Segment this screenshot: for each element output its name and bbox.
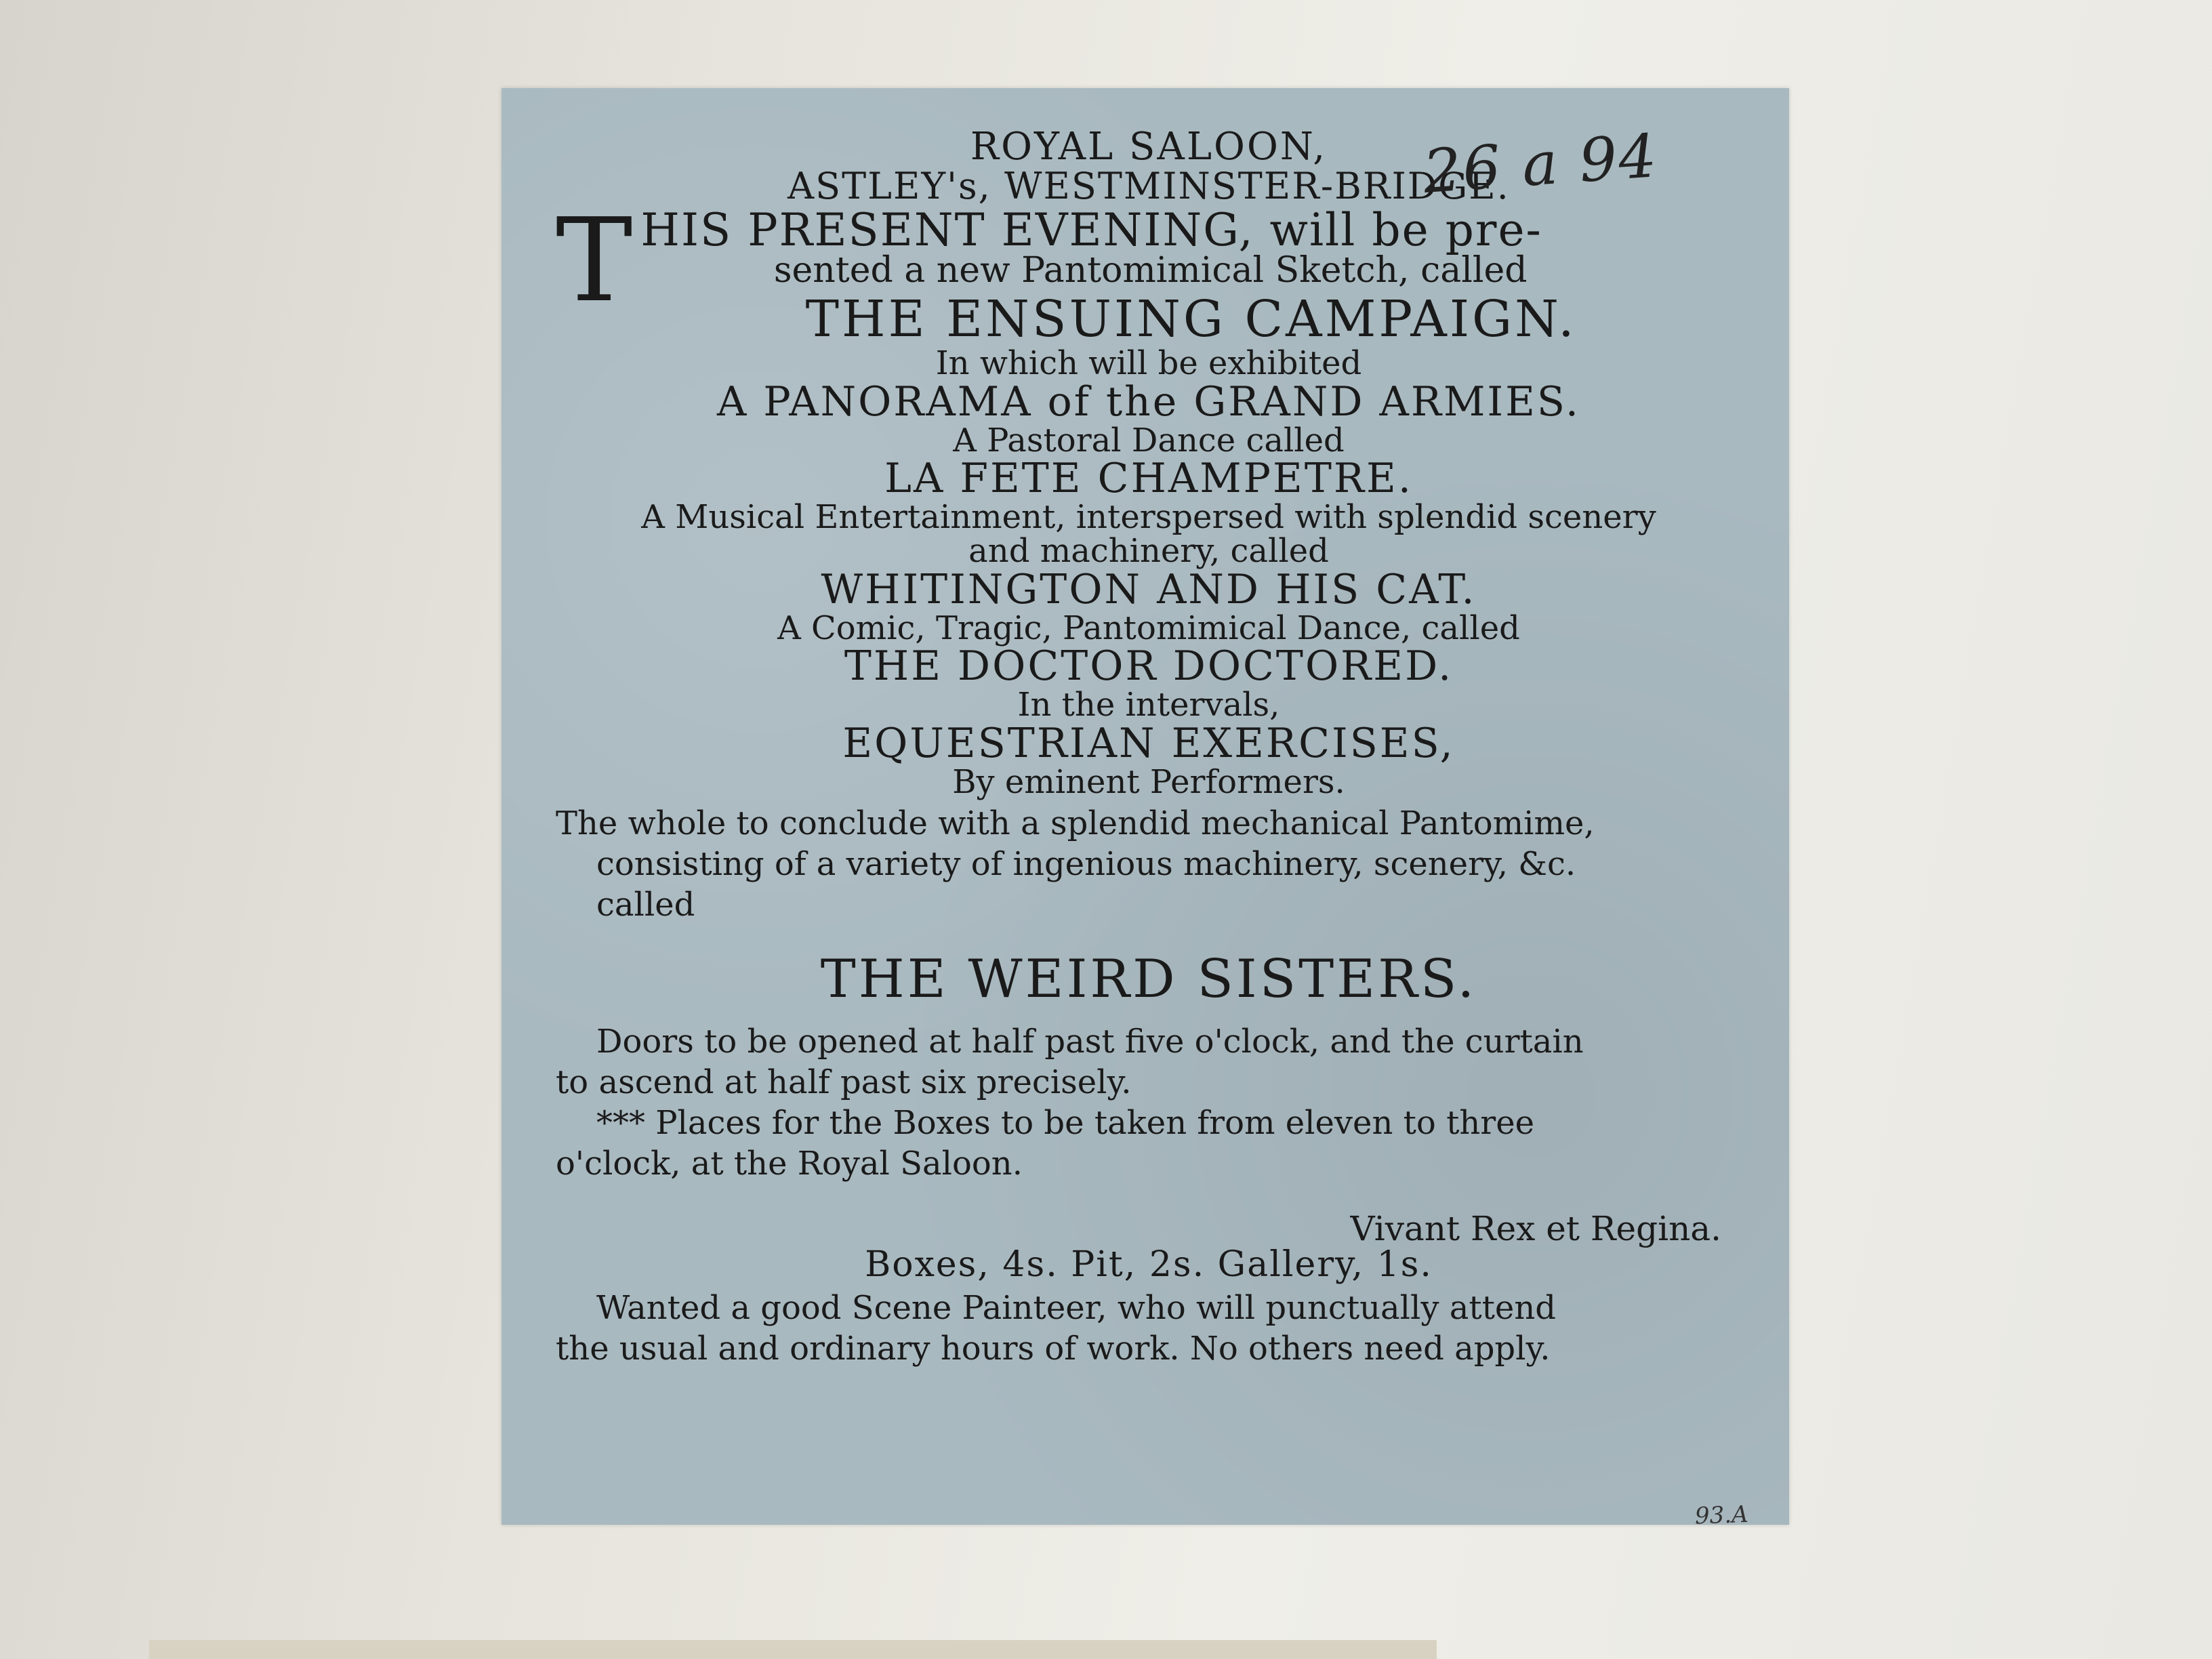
title-weird-sisters: THE WEIRD SISTERS. xyxy=(820,948,1477,1010)
venue-location: ASTLEY's, WESTMINSTER-BRIDGE. xyxy=(787,164,1510,207)
conclude-line-3: called xyxy=(596,885,695,924)
title-fete-champetre: LA FETE CHAMPETRE. xyxy=(884,454,1413,502)
wanted-line-1: Wanted a good Scene Painteer, who will punctually attend xyxy=(596,1288,1556,1327)
vivant-line: Vivant Rex et Regina. xyxy=(1350,1208,1721,1248)
line-musical-2: and machinery, called xyxy=(968,532,1329,571)
doors-line-2: to ascend at half past six precisely. xyxy=(556,1063,1132,1101)
line-performers: By eminent Performers. xyxy=(952,762,1345,801)
drop-cap: T xyxy=(556,194,634,329)
next-page-edge xyxy=(149,1640,1437,1659)
line-comic: A Comic, Tragic, Pantomimical Dance, called xyxy=(777,609,1520,647)
title-doctor-doctored: THE DOCTOR DOCTORED. xyxy=(844,642,1454,691)
prices-line: Boxes, 4s. Pit, 2s. Gallery, 1s. xyxy=(865,1244,1433,1286)
doors-line-1: Doors to be opened at half past five o'clock, and the curtain xyxy=(596,1022,1584,1061)
playbill-clipping xyxy=(501,88,1789,1530)
venue-name: ROYAL SALOON, xyxy=(970,125,1328,169)
line-pastoral: A Pastoral Dance called xyxy=(953,421,1345,459)
places-line-1: *** Places for the Boxes to be taken from eleven to three xyxy=(596,1103,1535,1142)
lead-line: HIS PRESENT EVENING, will be pre- xyxy=(640,204,1542,257)
catalog-number: 93.A xyxy=(1694,1500,1749,1530)
title-panorama: A PANORAMA of the GRAND ARMIES. xyxy=(717,377,1580,426)
line-musical-1: A Musical Entertainment, interspersed with splendid scenery xyxy=(641,497,1656,536)
line-intervals: In the intervals, xyxy=(1017,686,1280,724)
conclude-line-2: consisting of a variety of ingenious machinery, scenery, &c. xyxy=(596,844,1576,883)
handwritten-date-note: 26 a 94 xyxy=(1420,121,1660,207)
conclude-line-1: The whole to conclude with a splendid mechanical Pantomime, xyxy=(556,804,1595,842)
places-line-2: o'clock, at the Royal Saloon. xyxy=(556,1144,1023,1183)
wanted-line-2: the usual and ordinary hours of work. No others need apply. xyxy=(556,1329,1551,1368)
lead-line-2: sented a new Pantomimical Sketch, called xyxy=(773,250,1528,291)
title-ensuing-campaign: THE ENSUING CAMPAIGN. xyxy=(805,290,1577,349)
title-equestrian: EQUESTRIAN EXERCISES, xyxy=(842,719,1455,767)
title-whitington: WHITINGTON AND HIS CAT. xyxy=(821,565,1477,613)
line-exhibited: In which will be exhibited xyxy=(935,344,1362,383)
